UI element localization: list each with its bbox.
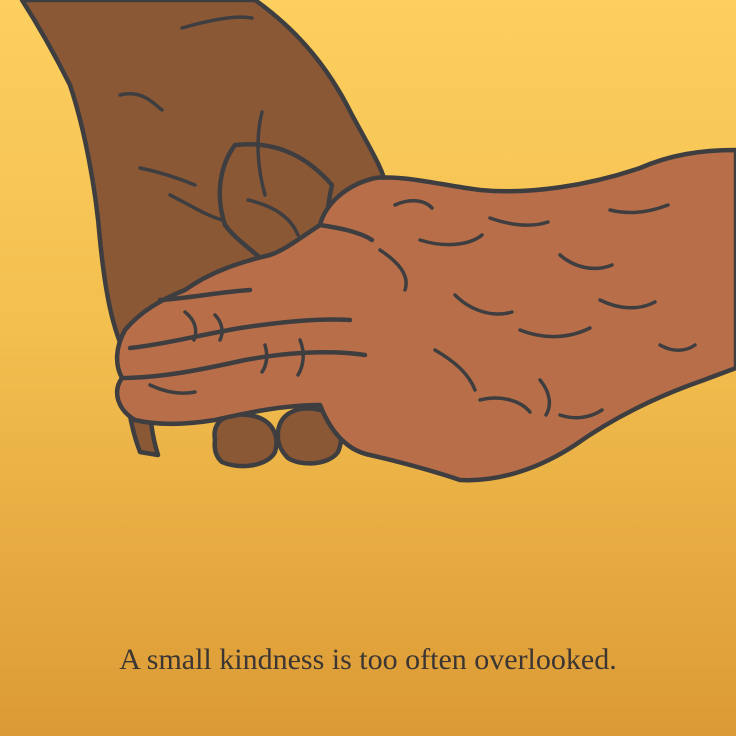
caption-text: A small kindness is too often overlooked. [119,643,617,676]
